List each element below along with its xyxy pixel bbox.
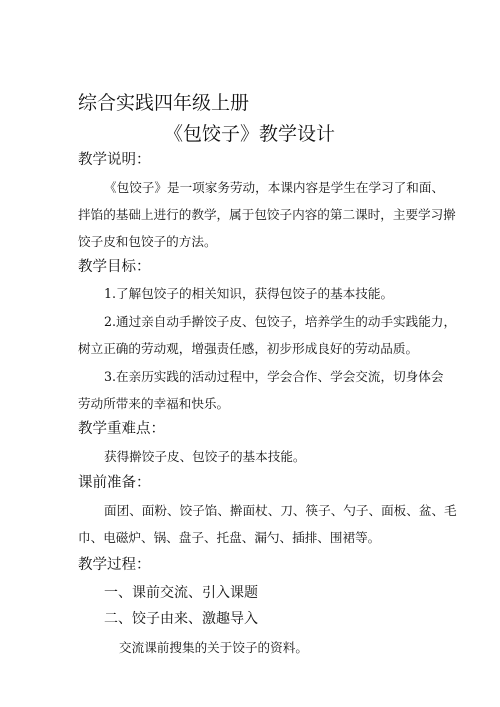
paragraph-line: 3.在亲历实践的活动过程中，学会合作、学会交流，切身体会 [104,369,444,384]
paragraph-line: 巾、电磁炉、锅、盘子、托盘、漏勺、插排、围裙等。 [78,530,381,545]
section-heading-goals: 教学目标： [78,259,151,275]
paragraph-line: 2.通过亲自动手擀饺子皮、包饺子，培养学生的动手实践能力， [104,314,457,329]
paragraph-line: 拌馅的基础上进行的教学，属于包饺子内容的第二课时，主要学习擀 [78,207,456,222]
document-title-line2: 《包饺子》教学设计 [164,123,336,145]
paragraph-line: 饺子皮和包饺子的方法。 [78,234,217,249]
paragraph-line: 劳动所带来的幸福和快乐。 [78,396,230,411]
paragraph-line: 获得擀饺子皮、包饺子的基本技能。 [104,449,306,464]
paragraph-line: 树立正确的劳动观，增强责任感，初步形成良好的劳动品质。 [78,341,419,356]
document-title-line1: 综合实践四年级上册 [78,92,250,114]
process-step: 二、饺子由来、激趣导入 [104,611,258,627]
process-step: 一、课前交流、引入课题 [104,585,258,601]
paragraph-line: 《包饺子》是一项家务劳动，本课内容是学生在学习了和面、 [104,180,445,195]
paragraph-line: 交流课前搜集的关于饺子的资料。 [119,640,308,655]
paragraph-line: 面团、面粉、饺子馅、擀面杖、刀、筷子、勺子、面板、盆、毛 [104,503,457,518]
paragraph-line: 1.了解包饺子的相关知识，获得包饺子的基本技能。 [104,286,394,301]
section-heading-keypoints: 教学重难点： [78,421,165,437]
section-heading-description: 教学说明： [78,152,151,168]
section-heading-preparation: 课前准备： [78,475,151,491]
section-heading-process: 教学过程： [78,557,151,573]
